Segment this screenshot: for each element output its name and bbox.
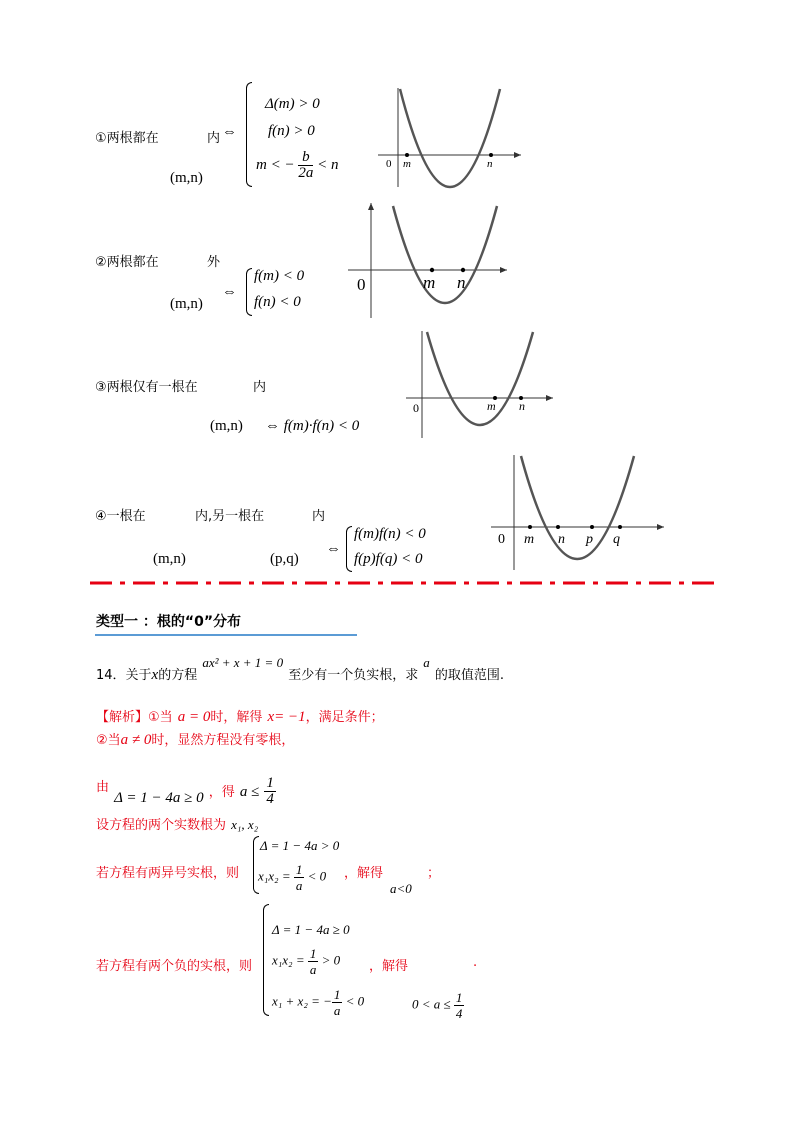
graph-m: m — [487, 399, 496, 413]
case3-suffix: 内 — [253, 380, 267, 395]
equiv-symbol: ⇔ — [222, 124, 237, 140]
line6-cond2: x₁x₂ = $\frac{1}{a}$ > 0 — [272, 946, 341, 977]
case4-mid: 内,另一根在 — [195, 509, 265, 524]
solution-line5: 若方程有两异号实根，则 — [96, 866, 240, 881]
case4-interval2: (p,q) — [270, 551, 299, 567]
case2-suffix: 外 — [207, 255, 221, 270]
solution-line4: 设方程的两个实数根为 x₁, x₂ — [96, 817, 259, 833]
case3-label: ③两根仅有一根在 — [95, 380, 198, 395]
case1-graph — [375, 85, 525, 190]
line6-brace — [263, 904, 269, 1016]
case2-cond2: f(n) < 0 — [254, 294, 301, 310]
graph-n: n — [558, 532, 565, 547]
case1-interval: (m,n) — [170, 170, 203, 186]
equiv-symbol: ⇔ — [222, 284, 237, 300]
graph-origin: 0 — [413, 401, 419, 415]
solution-line2: ②当a ≠ 0时，显然方程没有零根， — [96, 732, 295, 748]
line6-solve: ，解得 — [369, 959, 409, 974]
case3-interval: (m,n) — [210, 418, 243, 434]
equiv-symbol: ⇔ — [326, 541, 341, 557]
line6-dot: . — [473, 955, 478, 970]
section-title: 类型一 ：根的“0”分布 — [96, 614, 242, 630]
line6-cond3: x₁ + x₂ = − $\frac{1}{a}$ < 0 — [272, 987, 365, 1018]
case4-brace — [346, 526, 352, 572]
case2-graph — [345, 200, 510, 320]
graph-n: n — [457, 273, 466, 292]
line5-cond2: x₁x₂ = $\frac{1}{a}$ < 0 — [258, 862, 327, 893]
case2-label: ②两根都在 — [95, 255, 159, 270]
solution-line3: $^由$ Δ = 1 − 4a ≥ 0 ，得 a ≤ $\frac{1}{4}$ — [96, 775, 274, 807]
graph-m: m — [423, 273, 436, 292]
graph-n: n — [487, 158, 493, 170]
graph-origin: 0 — [357, 275, 366, 294]
line5-result: a<0 — [390, 881, 412, 896]
solution-line1: 【解析】①当 a = 0时，解得 x= −1，满足条件； — [96, 709, 384, 725]
case4-cond2: f(p)f(q) < 0 — [354, 551, 423, 567]
problem-statement: 14．关于x的方程 $^{ax^2 + x + 1 = 0}$ 至少有一个负实根，求 $^a$ 的取值范围. — [96, 655, 505, 683]
case4-interval1: (m,n) — [153, 551, 186, 567]
graph-origin: 0 — [498, 532, 505, 547]
line6-cond1: Δ = 1 − 4a ≥ 0 — [272, 922, 350, 937]
section-underline — [95, 634, 357, 636]
case4-suffix: 内 — [312, 509, 326, 524]
case2-brace — [246, 268, 252, 316]
case4-label: ④一根在 — [95, 509, 146, 524]
divider-line — [90, 578, 720, 588]
graph-q: q — [613, 532, 620, 547]
case4-graph — [488, 452, 668, 572]
case1-suffix: 内 — [207, 131, 221, 146]
case1-brace — [246, 82, 252, 187]
graph-p: p — [586, 532, 593, 547]
line5-solve: ，解得 — [344, 866, 384, 881]
line5-semicolon: ； — [427, 866, 441, 881]
graph-n: n — [519, 399, 525, 413]
case3-graph — [403, 328, 555, 440]
case2-interval: (m,n) — [170, 296, 203, 312]
case4-cond1: f(m)f(n) < 0 — [354, 526, 426, 542]
case2-cond1: f(m) < 0 — [254, 268, 305, 284]
line5-cond1: Δ = 1 − 4a > 0 — [260, 838, 340, 853]
problem-equation: ax² + x + 1 = 0 — [202, 655, 284, 670]
solution-line6: 若方程有两个负的实根，则 — [96, 959, 253, 974]
case1-label: ①两根都在 — [95, 131, 159, 146]
graph-origin: 0 — [386, 158, 392, 170]
line6-result: 0 < a ≤ $\frac{1}{4}$ — [412, 990, 463, 1021]
case1-cond3: m < − $\frac{b}{2a}$ < n — [256, 149, 339, 181]
case1-cond2: f(n) > 0 — [268, 123, 315, 139]
case1-cond1: Δ(m) > 0 — [265, 96, 320, 112]
graph-m: m — [403, 158, 411, 170]
case3-condition: ⇔ f(m)·f(n) < 0 — [265, 418, 360, 434]
graph-m: m — [524, 532, 535, 547]
